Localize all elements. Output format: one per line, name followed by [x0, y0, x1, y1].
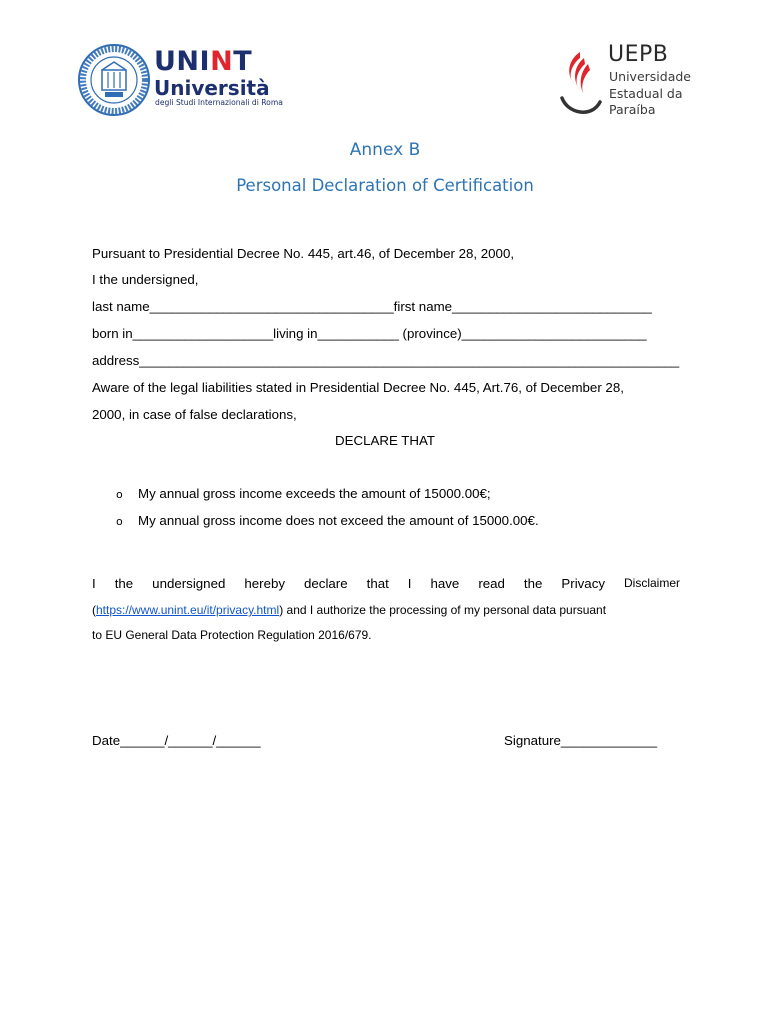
undersigned-line: I the undersigned,	[92, 272, 199, 287]
annex-title: Annex B	[349, 140, 421, 160]
uepb-logo	[556, 44, 706, 120]
birth-residence-field-line[interactable]: born in___________________living in___________ (province)_________________________	[92, 326, 647, 341]
uepb-line-1: Universidade	[609, 69, 691, 84]
privacy-line-3: to EU General Data Protection Regulation 2016/679.	[92, 628, 372, 642]
privacy-line-1: I the undersigned hereby declare that I have read the Privacy Disclaimer	[92, 576, 680, 591]
unint-seal-icon	[78, 42, 150, 118]
aware-line-2: 2000, in case of false declarations,	[92, 407, 297, 422]
option-marker-1[interactable]: o	[116, 488, 123, 501]
date-field[interactable]: Date______/______/______	[92, 733, 261, 748]
address-field-line[interactable]: address_________________________________________________________________________	[92, 353, 680, 368]
unint-subtitle: degli Studi Internazionali di Roma	[155, 98, 283, 107]
option-income-exceeds: My annual gross income exceeds the amount of 15000.00€;	[138, 486, 491, 501]
uepb-line-2: Estadual da	[609, 86, 683, 101]
privacy-line-2: (https://www.unint.eu/it/privacy.html) and I authorize the processing of my personal data pursuant	[92, 603, 607, 617]
aware-line-1: Aware of the legal liabilities stated in Presidential Decree No. 445, Art.76, of December 28,	[92, 380, 624, 395]
uepb-line-3: Paraíba	[609, 102, 656, 117]
name-field-line[interactable]: last name_________________________________first name___________________________	[92, 299, 652, 314]
option-income-not-exceeds: My annual gross income does not exceed the amount of 15000.00€.	[138, 513, 539, 528]
privacy-link[interactable]: https://www.unint.eu/it/privacy.html	[96, 603, 280, 617]
pursuant-line: Pursuant to Presidential Decree No. 445, art.46, of December 28, 2000,	[92, 246, 515, 261]
declare-heading: DECLARE THAT	[335, 433, 435, 448]
unint-wordmark: UNINT	[154, 46, 253, 77]
option-marker-2[interactable]: o	[116, 515, 123, 528]
document-heading: Personal Declaration of Certification	[236, 176, 534, 195]
unint-university-label: Università	[154, 76, 270, 100]
signature-field[interactable]: Signature_____________	[504, 733, 658, 748]
unint-logo	[78, 42, 283, 118]
uepb-emblem-icon	[558, 48, 604, 120]
uepb-wordmark: UEPB	[608, 42, 669, 67]
